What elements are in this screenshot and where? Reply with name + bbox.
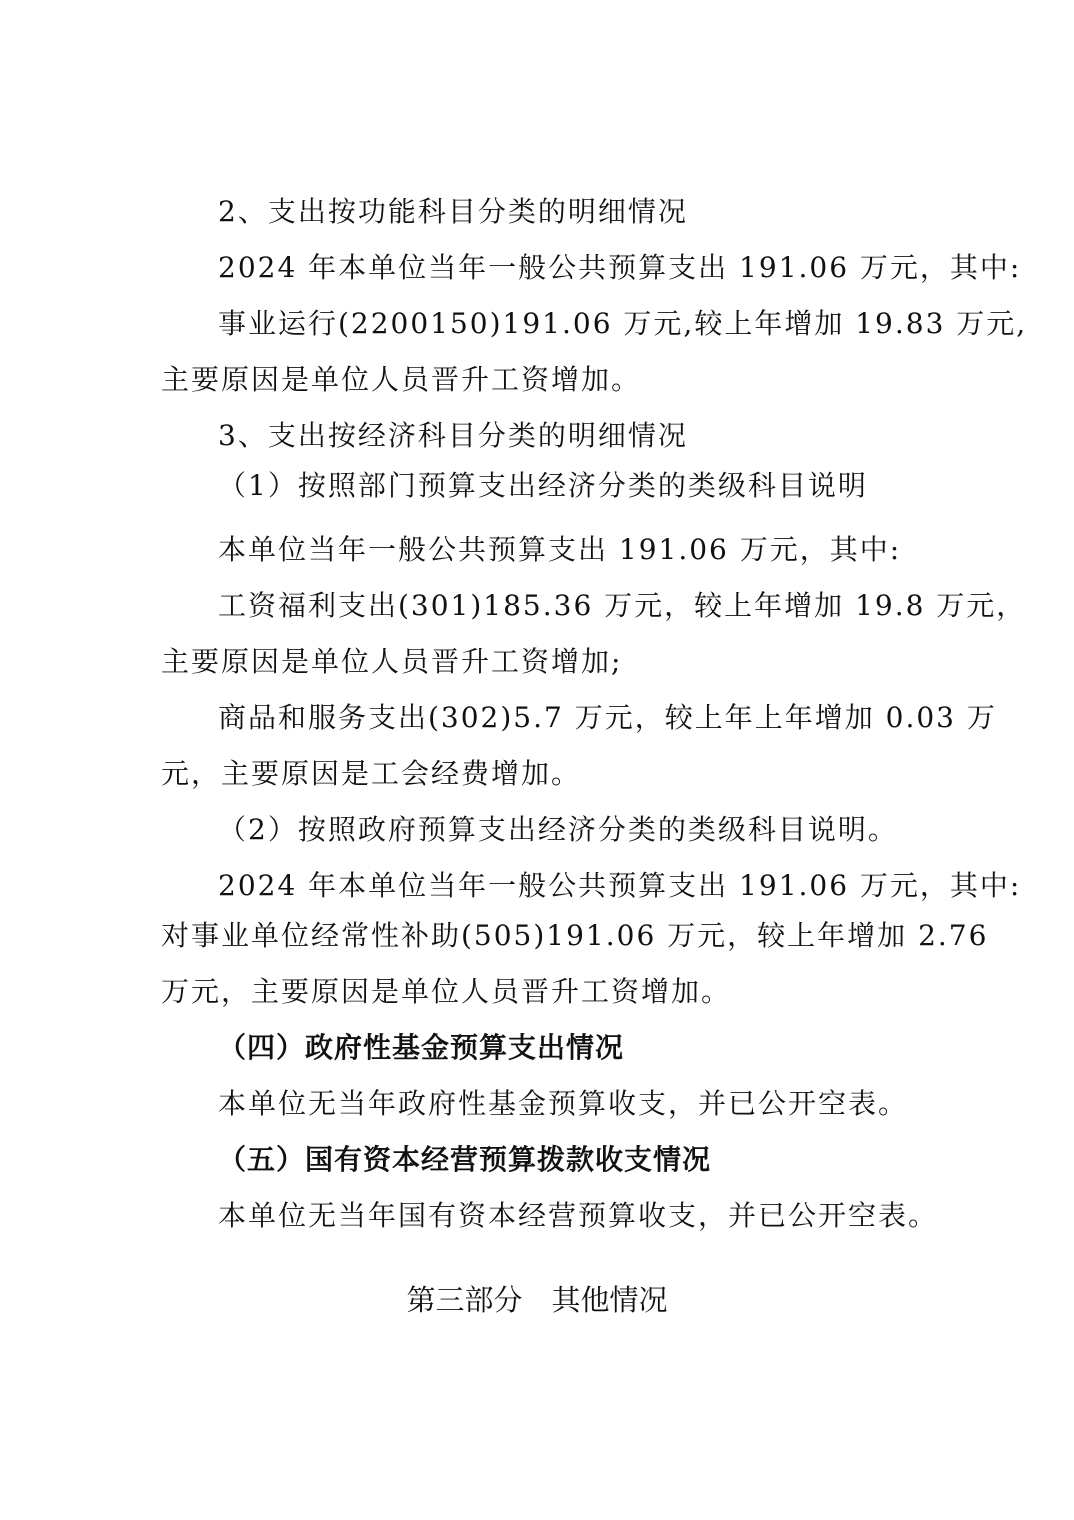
paragraph-line: 万元，主要原因是单位人员晋升工资增加。 [161, 975, 732, 1008]
subsection-heading-1: （1）按照部门预算支出经济分类的类级科目说明 [218, 469, 868, 502]
part-title: 第三部分 其他情况 [406, 1283, 668, 1317]
paragraph-line: 本单位无当年国有资本经营预算收支，并已公开空表。 [218, 1199, 939, 1232]
subsection-heading-2: （2）按照政府预算支出经济分类的类级科目说明。 [218, 813, 898, 846]
paragraph-line: 元，主要原因是工会经费增加。 [161, 757, 582, 790]
paragraph-line: 本单位当年一般公共预算支出 191.06 万元，其中: [218, 533, 902, 566]
paragraph-line: 工资福利支出(301)185.36 万元，较上年增加 19.8 万元， [218, 589, 1027, 622]
section-heading-4: （四）政府性基金预算支出情况 [218, 1031, 625, 1064]
paragraph-line: 本单位无当年政府性基金预算收支，并已公开空表。 [218, 1087, 909, 1120]
paragraph-line: 商品和服务支出(302)5.7 万元，较上年上年增加 0.03 万 [218, 701, 997, 734]
paragraph-line: 主要原因是单位人员晋升工资增加; [161, 645, 623, 678]
paragraph-line: 事业运行(2200150)191.06 万元,较上年增加 19.83 万元, [218, 307, 1028, 340]
paragraph-line: 2024 年本单位当年一般公共预算支出 191.06 万元，其中: [218, 869, 1022, 902]
section-heading-2: 2、支出按功能科目分类的明细情况 [218, 195, 688, 228]
paragraph-line: 2024 年本单位当年一般公共预算支出 191.06 万元，其中: [218, 251, 1022, 284]
paragraph-line: 主要原因是单位人员晋升工资增加。 [161, 363, 642, 396]
section-heading-5: （五）国有资本经营预算拨款收支情况 [218, 1143, 712, 1176]
section-heading-3: 3、支出按经济科目分类的明细情况 [218, 419, 688, 452]
paragraph-line: 对事业单位经常性补助(505)191.06 万元，较上年增加 2.76 [161, 919, 989, 952]
